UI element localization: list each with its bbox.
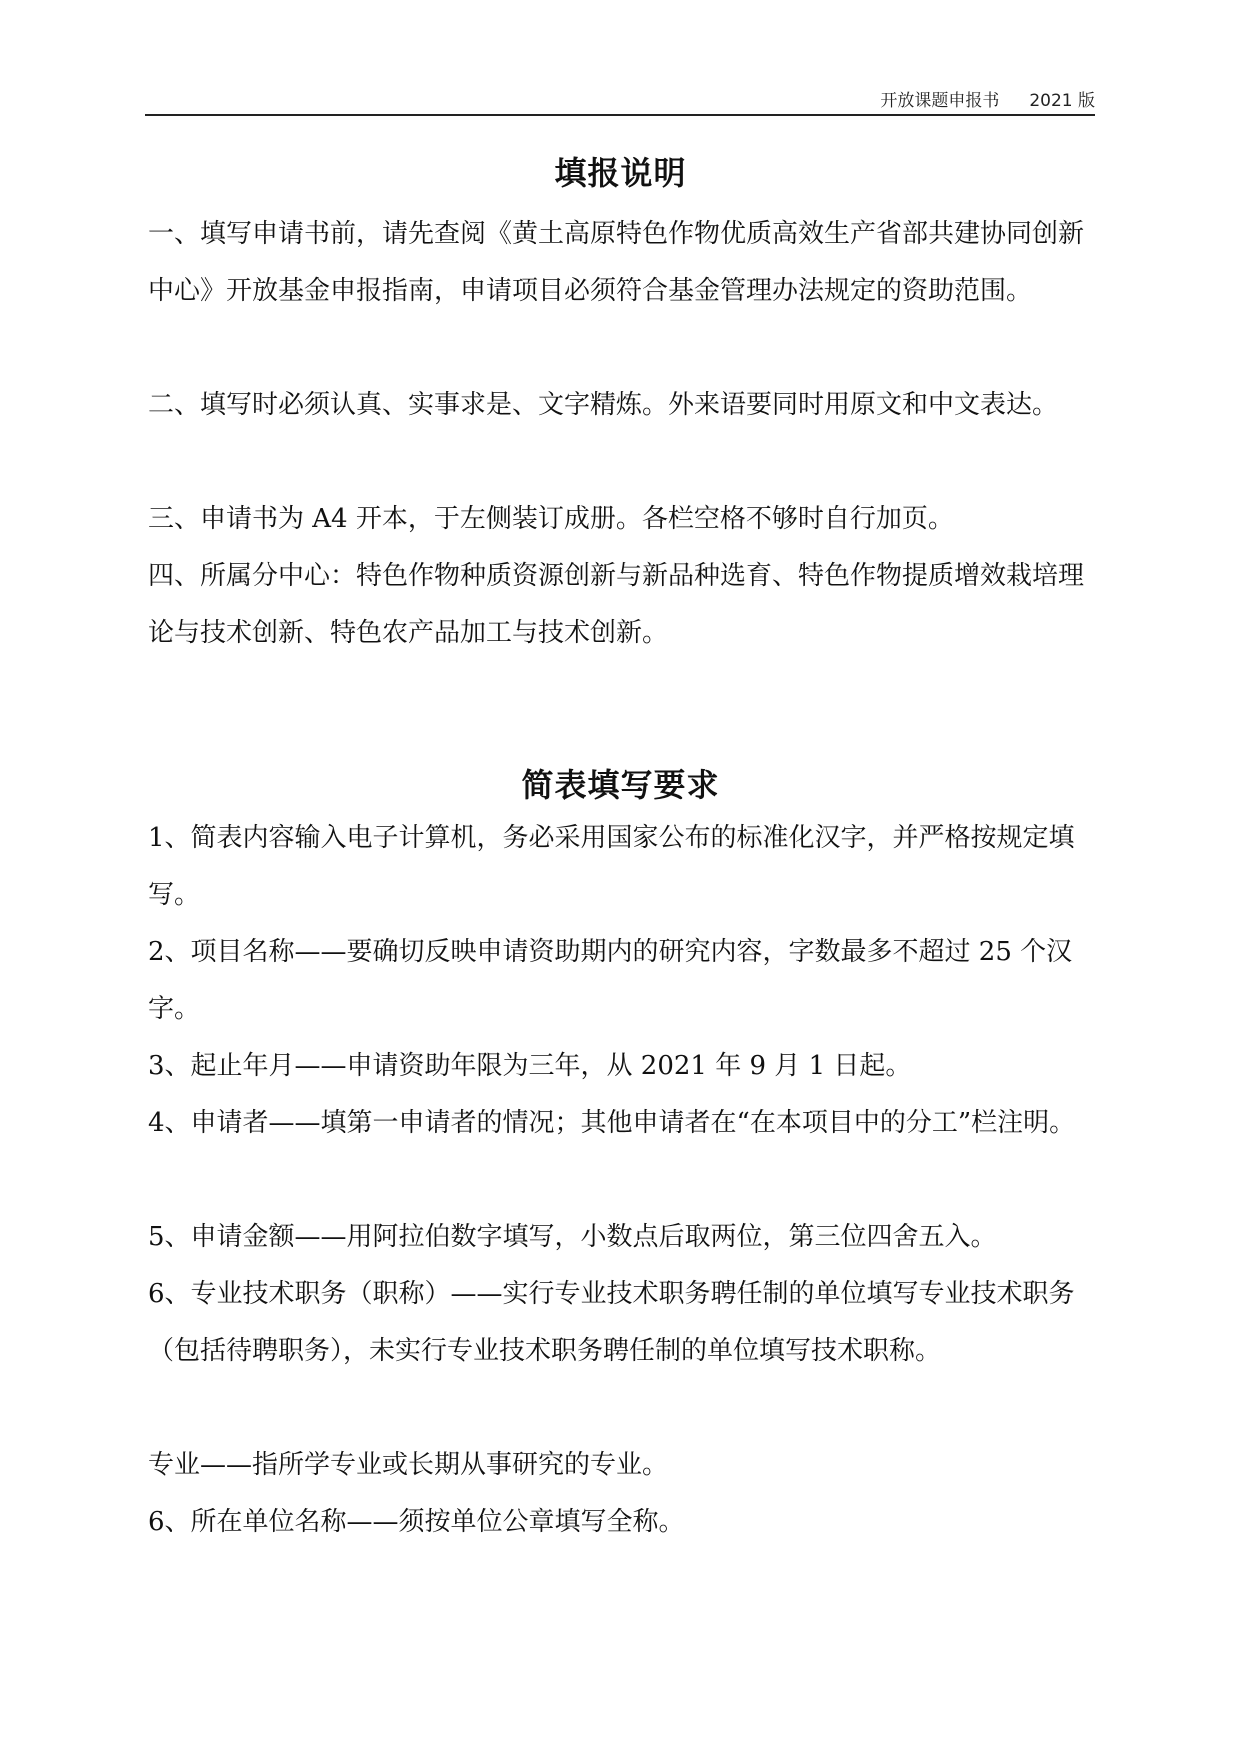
header-version: 2021 版 xyxy=(1029,91,1095,111)
header-doc-name: 开放课题申报书 xyxy=(880,91,1000,111)
instruction-item: 四、所属分中心：特色作物种质资源创新与新品种选育、特色作物提质增效栽培理论与技术创新、特色农产品加工与技术创新。 xyxy=(148,561,1085,648)
requirement-item: 5、申请金额——用阿拉伯数字填写，小数点后取两位，第三位四舍五入。 xyxy=(148,1222,997,1252)
instruction-item: 三、申请书为 A4 开本，于左侧装订成册。各栏空格不够时自行加页。 xyxy=(148,504,954,534)
requirement-item: 专业——指所学专业或长期从事研究的专业。 xyxy=(148,1450,669,1480)
requirement-item: 6、所在单位名称——须按单位公章填写全称。 xyxy=(148,1507,685,1537)
requirement-item: 6、专业技术职务（职称）——实行专业技术职务聘任制的单位填写专业技术职务（包括待聘职务），未实行专业技术职务聘任制的单位填写技术职称。 xyxy=(148,1279,1075,1366)
header-text xyxy=(880,86,1095,111)
instruction-item: 一、填写申请书前，请先查阅《黄土高原特色作物优质高效生产省部共建协同创新中心》开放基金申报指南，申请项目必须符合基金管理办法规定的资助范围。 xyxy=(148,219,1085,306)
instruction-item: 二、填写时必须认真、实事求是、文字精炼。外来语要同时用原文和中文表达。 xyxy=(148,390,1059,420)
requirements-title: 简表填写要求 xyxy=(521,766,720,804)
requirement-item: 2、项目名称——要确切反映申请资助期内的研究内容，字数最多不超过 25 个汉字。 xyxy=(148,937,1073,1024)
page-header xyxy=(145,84,1095,116)
instructions-title: 填报说明 xyxy=(554,154,687,192)
requirement-item: 3、起止年月——申请资助年限为三年，从 2021 年 9 月 1 日起。 xyxy=(148,1051,912,1081)
requirement-item: 1、简表内容输入电子计算机，务必采用国家公布的标准化汉字，并严格按规定填写。 xyxy=(148,823,1075,910)
requirement-item: 4、申请者——填第一申请者的情况；其他申请者在“在本项目中的分工”栏注明。 xyxy=(148,1108,1076,1138)
